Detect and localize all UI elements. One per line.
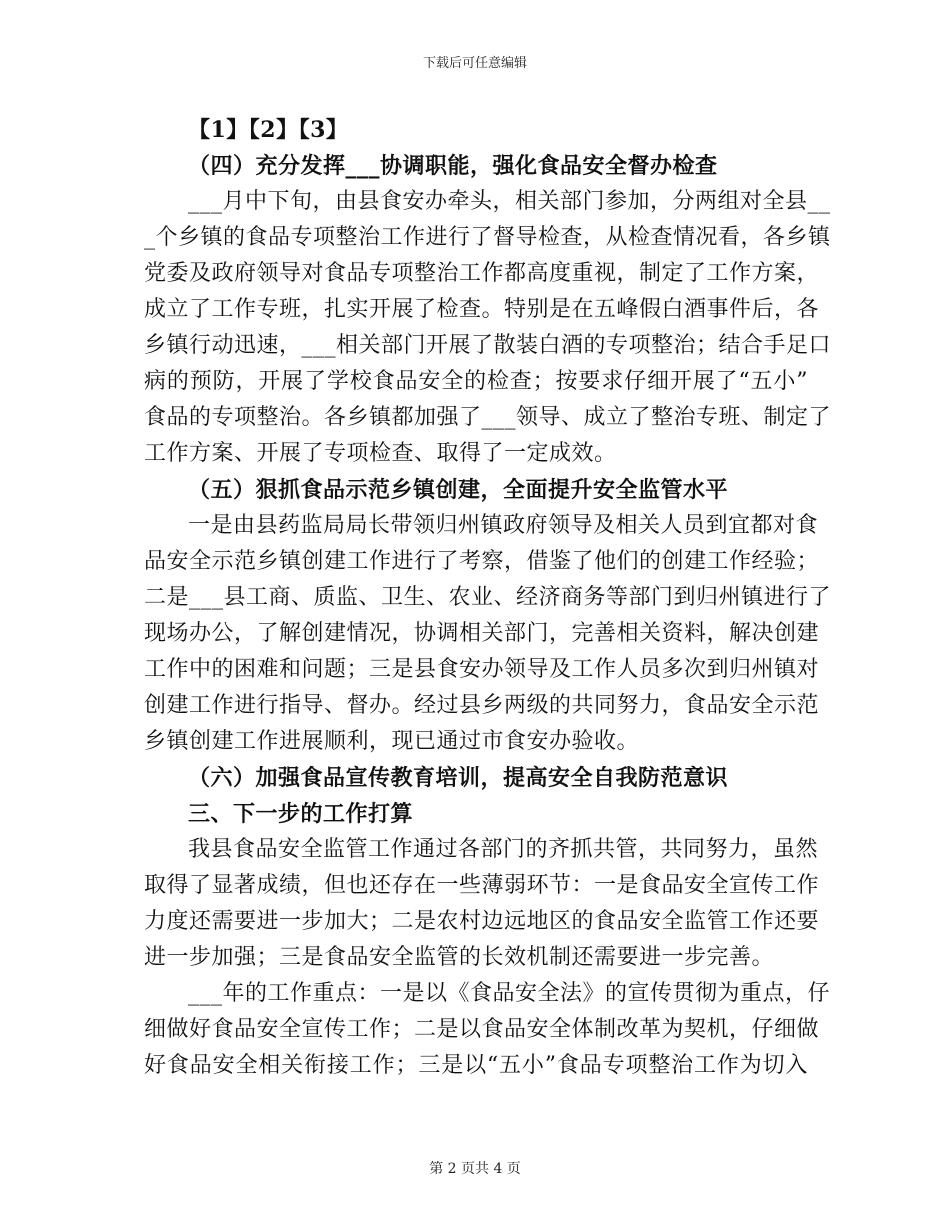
text-line: ___月中下旬，由县食安办牵头，相关部门参加，分两组对全县__ (188, 189, 831, 214)
section-heading: （六）加强食品宣传教育培训，提高安全自我防范意识 (188, 765, 729, 791)
page-footer: 第 2 页共 4 页 (429, 1161, 521, 1177)
text-line: 乡镇行动迅速，___相关部门开展了散装白酒的专项整治；结合手足口 (144, 333, 832, 358)
section-heading: （四）充分发挥___协调职能，强化食品安全督办检查 (188, 153, 718, 179)
section-heading: 三、下一步的工作打算 (188, 801, 414, 827)
text-line: 好食品安全相关衔接工作；三是以“五小”食品专项整治工作为切入 (144, 1053, 808, 1078)
section-heading: （五）狠抓食品示范乡镇创建，全面提升安全监管水平 (188, 477, 729, 503)
text-line: 创建工作进行指导、督办。经过县乡两级的共同努力，食品安全示范 (144, 693, 820, 718)
text-line: 细做好食品安全宣传工作；二是以食品安全体制改革为契机，仔细做 (144, 1017, 820, 1042)
text-line: 品安全示范乡镇创建工作进行了考察，借鉴了他们的创建工作经验； (144, 549, 820, 574)
text-line: _个乡镇的食品专项整治工作进行了督导检查，从检查情况看，各乡镇 (144, 225, 831, 250)
text-line: 进一步加强；三是食品安全监管的长效机制还需要进一步完善。 (144, 945, 775, 970)
text-line: 乡镇创建工作进展顺利，现已通过市食安办验收。 (144, 729, 640, 754)
text-line: 我县食品安全监管工作通过各部门的齐抓共管，共同努力，虽然 (188, 837, 819, 862)
text-line: 工作方案、开展了专项检查、取得了一定成效。 (144, 441, 617, 466)
text-line: 取得了显著成绩，但也还存在一些薄弱环节：一是食品安全宣传工作 (144, 873, 820, 898)
page-header: 下载后可任意编辑 (422, 56, 527, 71)
text-line: 二是___县工商、质监、卫生、农业、经济商务等部门到归州镇进行了 (144, 585, 832, 610)
text-line: 一是由县药监局局长带领归州镇政府领导及相关人员到宜都对食 (188, 513, 819, 538)
text-line: 党委及政府领导对食品专项整治工作都高度重视，制定了工作方案， (144, 261, 820, 286)
text-line: ___年的工作重点：一是以《食品安全法》的宣传贯彻为重点，仔 (188, 981, 831, 1006)
section-heading: 【1】【2】【3】 (188, 117, 349, 143)
text-line: 食品的专项整治。各乡镇都加强了___领导、成立了整治专班、制定了 (144, 405, 832, 430)
text-line: 现场办公，了解创建情况，协调相关部门，完善相关资料，解决创建 (144, 621, 820, 646)
document-body (144, 114, 832, 1086)
text-line: 力度还需要进一步加大；二是农村边远地区的食品安全监管工作还要 (144, 909, 820, 934)
text-line: 病的预防，开展了学校食品安全的检查；按要求仔细开展了“五小” (144, 369, 808, 394)
paragraph-lines (144, 114, 832, 1086)
text-line: 成立了工作专班，扎实开展了检查。特别是在五峰假白酒事件后，各 (144, 297, 820, 322)
text-line: 工作中的困难和问题；三是县食安办领导及工作人员多次到归州镇对 (144, 657, 820, 682)
